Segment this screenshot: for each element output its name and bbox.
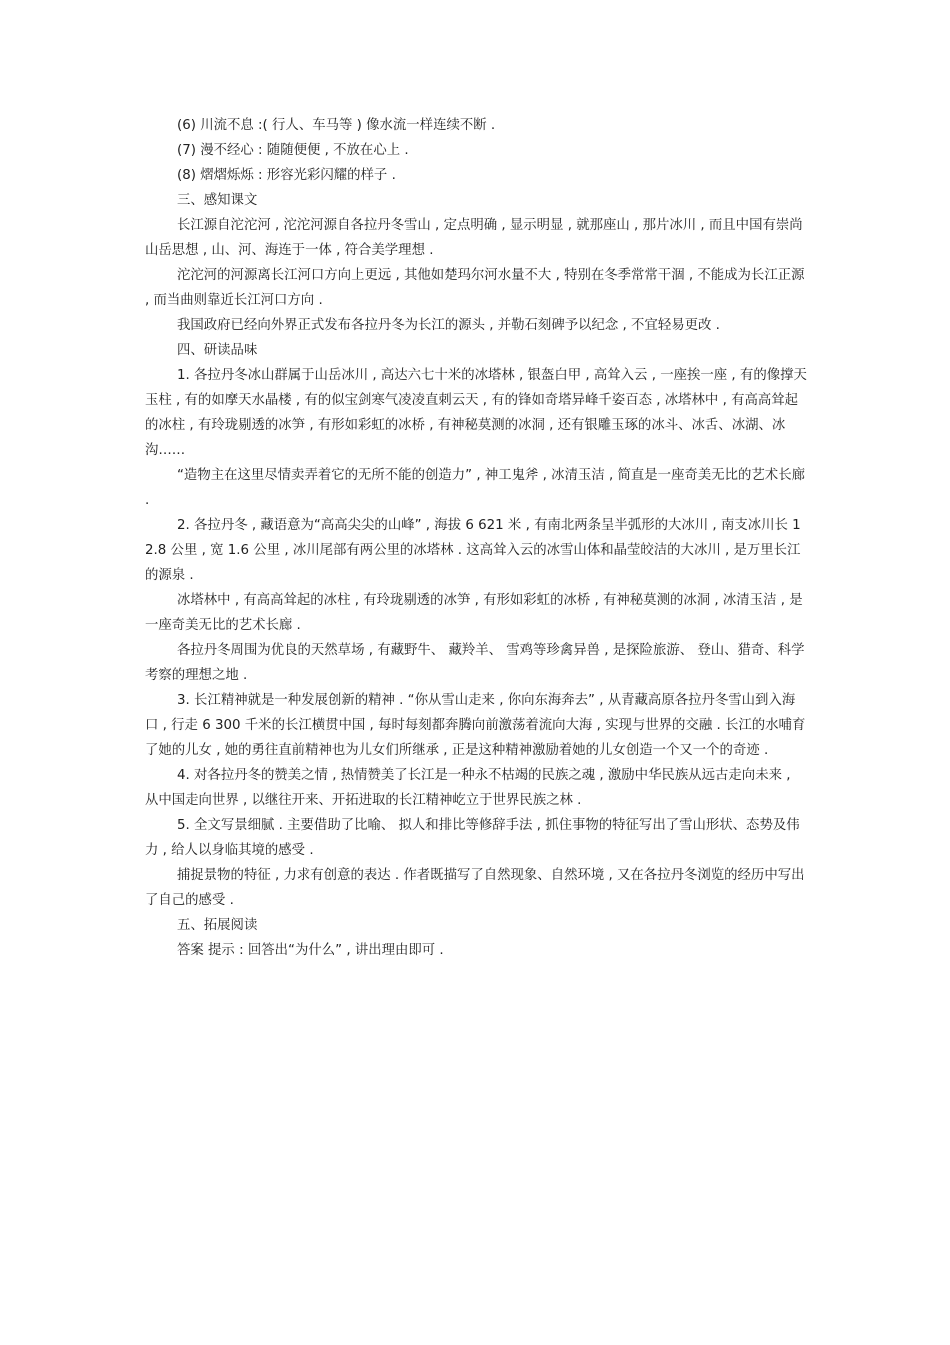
- section-4-title: 四、研读品味: [177, 343, 258, 358]
- vocab-item-7: (7) 漫不经心 : 随随便便 , 不放在心上 .: [177, 143, 409, 158]
- section-4-paragraph-1: 1. 各拉丹冬冰山群属于山岳冰川 , 高达六七十米的冰塔林 , 银盔白甲 , 高耸入云 , 一座挨一座 , 有的像撑天玉柱 , 有的如摩天水晶楼 , 有的似宝剑寒气凌凌直刺云天 , 有的锋如奇塔异峰千姿百态 , 冰塔林中 , 有高高耸起的冰柱 , 有玲珑剔透的冰笋 , 有形如彩虹的冰桥 , 有神秘莫测的冰洞 , 还有银雕玉琢的冰斗、冰舌、冰湖、冰沟……: [145, 368, 807, 458]
- section-3-paragraph-3: 我国政府已经向外界正式发布各拉丹冬为长江的源头 , 并勒石刻碑予以纪念 , 不宜轻易更改 .: [177, 318, 720, 333]
- section-4-paragraph-8: 5. 全文写景细腻 . 主要借助了比喻、 拟人和排比等修辞手法 , 抓住事物的特征写出了雪山形状、态势及伟力 , 给人以身临其境的感受 .: [145, 818, 800, 858]
- section-4-paragraph-9: 捕捉景物的特征 , 力求有创意的表达 . 作者既描写了自然现象、自然环境 , 又在各拉丹冬浏览的经历中写出了自己的感受 .: [145, 868, 805, 908]
- section-4-paragraph-2: “造物主在这里尽情卖弄着它的无所不能的创造力” , 神工鬼斧 , 冰清玉洁 , 简直是一座奇美无比的艺术长廊 .: [145, 468, 810, 508]
- section-3-paragraph-1: 长江源自沱沱河 , 沱沱河源自各拉丹冬雪山 , 定点明确 , 显示明显 , 就那座山 , 那片冰川 , 而且中国有崇尚山岳思想 , 山、河、海连于一体 , 符合美学理想 .: [145, 218, 803, 258]
- document-page: [145, 113, 810, 963]
- section-4-paragraph-4: 冰塔林中 , 有高高耸起的冰柱 , 有玲珑剔透的冰笋 , 有形如彩虹的冰桥 , 有神秘莫测的冰洞 , 冰清玉洁 , 是一座奇美无比的艺术长廊 .: [145, 593, 803, 633]
- section-4-paragraph-5: 各拉丹冬周围为优良的天然草场 , 有藏野牛、 藏羚羊、 雪鸡等珍禽异兽 , 是探险旅游、 登山、猎奇、科学考察的理想之地 .: [145, 643, 805, 683]
- section-4-paragraph-3: 2. 各拉丹冬 , 藏语意为“高高尖尖的山峰” , 海拔 6 621 米 , 有南北两条呈半弧形的大冰川 , 南支冰川长 12.8 公里 , 宽 1.6 公里 , 冰川尾部有两公里的冰塔林 . 这高耸入云的冰雪山体和晶莹皎洁的大冰川 , 是万里长江的源泉 .: [145, 518, 801, 583]
- vocab-item-6: (6) 川流不息 :( 行人、车马等 ) 像水流一样连续不断 .: [177, 118, 496, 133]
- section-4-paragraph-6: 3. 长江精神就是一种发展创新的精神 . “你从雪山走来 , 你向东海奔去” , 从青藏高原各拉丹冬雪山到入海口 , 行走 6 300 千米的长江横贯中国 , 每时每刻都奔腾向前激荡着流向大海 , 实现与世界的交融 . 长江的水哺育了她的儿女 , 她的勇往直前精神也为儿女们所继承 , 正是这种精神激励着她的儿女创造一个又一个的奇迹 .: [145, 693, 806, 758]
- section-3-title: 三、感知课文: [177, 193, 258, 208]
- section-4-paragraph-7: 4. 对各拉丹冬的赞美之情 , 热情赞美了长江是一种永不枯竭的民族之魂 , 激励中华民族从远古走向未来 , 从中国走向世界 , 以继往开来、开拓进取的长江精神屹立于世界民族之林 .: [145, 768, 795, 808]
- section-5-title: 五、拓展阅读: [177, 918, 258, 933]
- section-3-paragraph-2: 沱沱河的河源离长江河口方向上更远 , 其他如楚玛尔河水量不大 , 特别在冬季常常干涸 , 不能成为长江正源 , 而当曲则靠近长江河口方向 .: [145, 268, 809, 308]
- vocab-item-8: (8) 熠熠烁烁 : 形容光彩闪耀的样子 .: [177, 168, 396, 183]
- section-5-answer: 答案 提示 : 回答出“为什么” , 讲出理由即可 .: [177, 943, 444, 958]
